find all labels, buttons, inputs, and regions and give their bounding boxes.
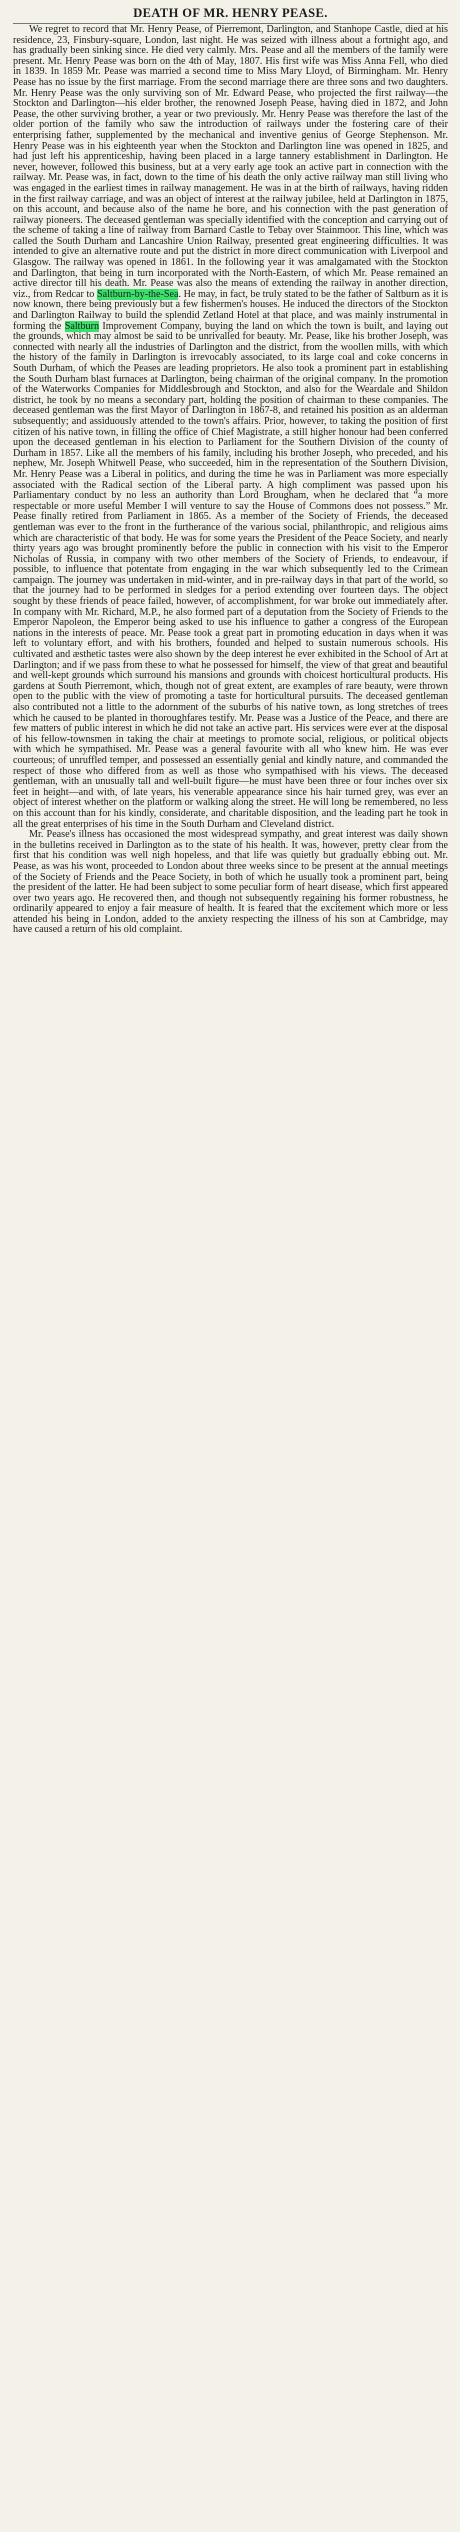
article-paragraph-2: Mr. Pease's illness has occasioned the most widespread sympathy, and great interest was daily shown in the bulletins received in Darlington as to the state of his health. It was, however, pretty clear from the first that his condition was well nigh hopeless, and that life was quietly but gradually ebbing out. Mr. Pease, as was his wont, proceeded to London about three weeks since to be present at the annual meetings of the Society of Friends and the Peace Society, in both of which he usually took a prominent part, being the president of the latter. He had been subject to some peculiar form of heart disease, which first appeared over two years ago. He recovered then, and though not subsequently regaining his former robustness, he ordinarily appeared to enjoy a fair measure of health. It is feared that the excitement which more or less attended his being in London, added to the anxiety respecting the illness of his son at Cambridge, may have caused a return of his old complaint.: [13, 829, 448, 936]
paragraph-1-text-c: Improvement Company, buying the land on which the town is built, and laying out the grounds, which may almost be said to be unrivalled for beauty. Mr. Pease, like his brother Joseph, was connected with nearly all the industries of Darlington and the district, from the woollen mills, with which the history of the family in Darlington is irrevocably associated, to its large coal and coke concerns in South Durham, of which the Peases are leading proprietors. He also took a prominent part in establishing the South Durham blast furnaces at Darlington, being chairman of the original company. In the promotion of the Waterworks Companies for Middlesbrough and Stockton, and also for the Weardale and Shildon district, he took by no means a secondary part, holding the position of chairman to these companies. The deceased gentleman was the first Mayor of Darlington in 1867-8, and retained his position as an alderman subsequently; and assiduously attended to the town's affairs. Prior, however, to taking the position of first citizen of his native town, in filling the office of Chief Magistrate, a still higher honour had been conferred upon the deceased gentleman in his election to Parliament for the Southern Division of the county of Durham in 1857. Like all the members of his family, including his brother Joseph, who preceded, and his nephew, Mr. Joseph Whitwell Pease, who succeeded, him in the representation of the Southern Division, Mr. Henry Pease was a Liberal in politics, and during the time he was in Parliament was more especially associated with the Radical section of the Liberal party. A high compliment was passed upon his Parliamentary conduct by no less an authority than Lord Brougham, when he declared that “a more respectable or more useful Member I will venture to say the House of Commons does not possess.” Mr. Pease finally retired from Parliament in 1865. As a member of the Society of Friends, the deceased gentleman was ever to the front in the furtherance of the various social, philanthropic, and religious aims which are characteristic of that body. He was for some years the President of the Peace Society, and nearly thirty years ago was brought prominently before the public in connection with his visit to the Emperor Nicholas of Russia, in company with two other members of the Society of Friends, to endeavour, if possible, to influence that potentate from engaging in the war which subsequently led to the Crimean campaign. The journey was undertaken in mid-winter, and in pre-railway days in that part of the world, so that the journey had to be performed in sledges for a period extending over fourteen days. The object sought by these friends of peace failed, however, of accomplishment, for war broke out immediately after. In company with Mr. Richard, M.P., he also formed part of a deputation from the Society of Friends to the Emperor Napoleon, the Emperor being asked to use his influence to gather a congress of the European nations in the interests of peace. Mr. Pease took a great part in promoting education in days when it was left to voluntary effort, and with his brothers, founded and helped to sustain numerous schools. His cultivated and æsthetic tastes were also shown by the deep interest he ever exhibited in the School of Art at Darlington; and if we pass from these to what he possessed for himself, the view of that great and beautiful and well-kept grounds which surround his mansions and grounds with choicest horticultural products. His gardens at South Pierremont, which, though not of great extent, are examples of rare beauty, were thrown open to the public with the view of promoting a taste for horticultural pursuits. The deceased gentleman also contributed not a little to the adornment of the suburbs of his native town, as long stretches of trees which he caused to be planted in thoroughfares testify. Mr. Pease was a Justice of the Peace, and there are few matters of public interest in which he did not take an active part. His services were ever at the disposal of his fellow-townsmen in taking the chair at meetings to promote social, religious, or political objects with which he sympathised. Mr. Pease was a general favourite with all who knew him. He was ever courteous; of unruffled temper, and possessed an essentially genial and kindly nature, and commanded the respect of those who differed from as well as those who sympathised with his views. The deceased gentleman, with an unusually tall and well-built figure—he must have been three or four inches over six feet in height—and with, of late years, his venerable appearance since his hair turned grey, was ever an object of interest whether on the platform or walking along the street. He will long be remembered, no less on this account than for his kindly, considerate, and charitable disposition, and the leading part he took in all the great enterprises of his time in the South Durham and Cleveland district.: [13, 320, 449, 830]
paragraph-1-text-b: . He may, in fact, be truly stated to be the father of Saltburn as it is now known, there being previously but a few fishermen's houses. He induced the directors of the Stockton and Darlington Railway to build the splendid Zetland Hotel at that place, and was mainly instrumental in forming the: [13, 288, 449, 332]
highlighted-term-saltburn: Saltburn: [64, 320, 100, 332]
highlighted-term-saltburn-by-the-sea: Saltburn-by-the-Sea: [96, 288, 179, 300]
article-headline: DEATH OF MR. HENRY PEASE.: [13, 6, 448, 24]
article-paragraph-1: [13, 25, 448, 830]
paragraph-1-text-a: We regret to record that Mr. Henry Pease, of Pierremont, Darlington, and Stanhope Castle, died at his residence, 23, Finsbury-square, London, last night. He was seized with illness about a fortnight ago, and has gradually been sinking since. He died very calmly. Mrs. Pease and all the members of the family were present. Mr. Henry Pease was born on the 4th of May, 1807. His first wife was Miss Anna Fell, who died in 1839. In 1859 Mr. Pease was married a second time to Miss Mary Lloyd, of Birmingham. Mr. Henry Pease has no issue by the first marriage. From the second marriage there are three sons and two daughters. Mr. Henry Pease was the only surviving son of Mr. Edward Pease, who projected the first railway—the Stockton and Darlington—his elder brother, the renowned Joseph Pease, having died in 1872, and John Pease, the other surviving brother, a year or two previously. Mr. Henry Pease was therefore the last of the older portion of the family who saw the introduction of railways under the fostering care of their enterprising father, supplemented by the mechanical and inventive genius of George Stephenson. Mr. Henry Pease was in his eighteenth year when the Stockton and Darlington line was opened in 1825, and had just left his apprenticeship, having been placed in a large tannery establishment in Darlington. He never, however, followed this business, but at a very early age took an active part in connection with the railway. Mr. Pease was, in fact, down to the time of his death the only active railway man still living who was engaged in the earliest times in railway management. He was in at the birth of railways, having ridden in the first railway carriage, and was an object of interest at the railway jubilee, held at Darlington in 1875, on this account, and because also of the name he bore, and his connection with the past generation of railway pioneers. The deceased gentleman was specially identified with the conception and carrying out of the scheme of taking a line of railway from Barnard Castle to Tebay over Stainmoor. This line, which was called the South Durham and Lancashire Union Railway, presented great engineering difficulties. It was intended to give an alternative route and put the district in more direct communication with Liverpool and Glasgow. The railway was opened in 1861. In the following year it was amalgamated with the Stockton and Darlington, that being in turn incorporated with the North-Eastern, of which Mr. Pease remained an active director till his death. Mr. Pease was also the means of extending the railway in another direction, viz., from Redcar to: [13, 24, 448, 300]
